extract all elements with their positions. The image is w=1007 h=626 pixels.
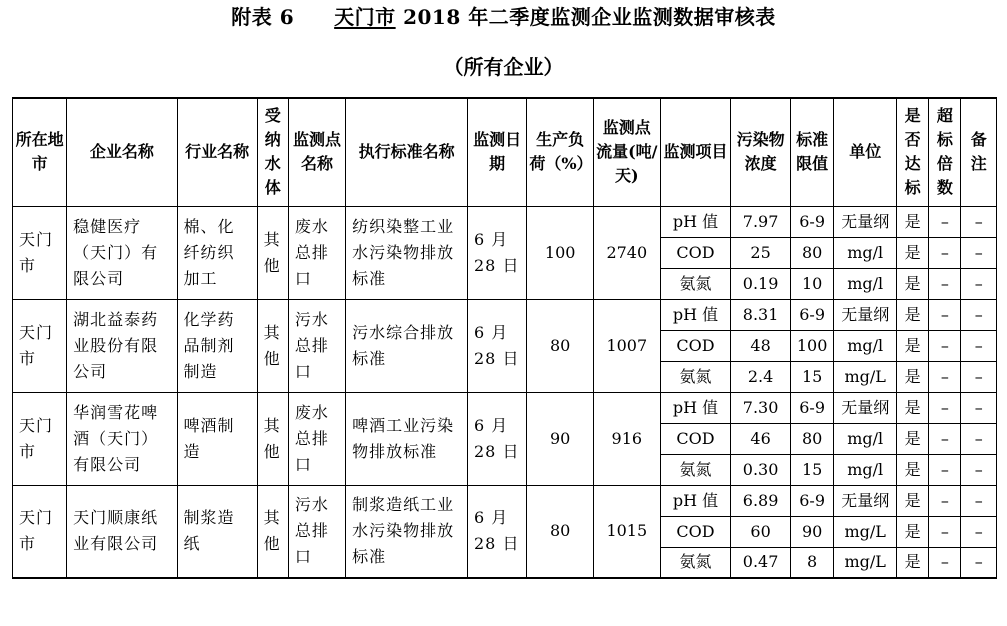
cell-company-name: 华润雪花啤酒（天门）有限公司 — [67, 392, 177, 485]
cell-limit: 6-9 — [790, 485, 834, 516]
cell-unit: mg/L — [834, 361, 896, 392]
cell-date: 6 月 28 日 — [468, 392, 527, 485]
cell-limit: 6-9 — [790, 206, 834, 237]
cell-standard: 啤酒工业污染物排放标准 — [346, 392, 468, 485]
cell-exceed: – — [929, 237, 961, 268]
table-header-row — [13, 98, 997, 206]
cell-value: 0.19 — [731, 268, 790, 299]
cell-remark: – — [961, 454, 997, 485]
cell-limit: 8 — [790, 547, 834, 578]
cell-unit: 无量纲 — [834, 206, 896, 237]
cell-exceed: – — [929, 423, 961, 454]
cell-flow: 1007 — [593, 299, 660, 392]
title-rest: 2018 年二季度监测企业监测数据审核表 — [395, 5, 776, 29]
cell-flow: 916 — [593, 392, 660, 485]
cell-unit: mg/L — [834, 547, 896, 578]
cell-item: 氨氮 — [660, 268, 731, 299]
header-compliant: 是否达标 — [896, 98, 928, 206]
cell-industry: 棉、化纤纺织加工 — [177, 206, 257, 299]
cell-unit: mg/l — [834, 237, 896, 268]
cell-item: COD — [660, 423, 731, 454]
cell-industry: 化学药品制剂制造 — [177, 299, 257, 392]
audit-table — [12, 97, 997, 579]
cell-compliant: 是 — [896, 206, 928, 237]
cell-water-body: 其他 — [257, 392, 288, 485]
cell-limit: 10 — [790, 268, 834, 299]
header-exceed-times: 超标倍数 — [929, 98, 961, 206]
header-monitoring-point: 监测点名称 — [288, 98, 345, 206]
cell-exceed: – — [929, 485, 961, 516]
cell-load: 100 — [527, 206, 594, 299]
cell-value: 25 — [731, 237, 790, 268]
header-standard: 执行标准名称 — [346, 98, 468, 206]
cell-region: 天门市 — [13, 485, 67, 578]
cell-compliant: 是 — [896, 423, 928, 454]
table-row — [13, 485, 997, 516]
cell-item: pH 值 — [660, 206, 731, 237]
cell-water-body: 其他 — [257, 206, 288, 299]
cell-limit: 15 — [790, 361, 834, 392]
cell-value: 8.31 — [731, 299, 790, 330]
cell-remark: – — [961, 392, 997, 423]
cell-compliant: 是 — [896, 268, 928, 299]
cell-remark: – — [961, 237, 997, 268]
cell-item: pH 值 — [660, 485, 731, 516]
header-date: 监测日期 — [468, 98, 527, 206]
cell-limit: 6-9 — [790, 299, 834, 330]
table-row — [13, 206, 997, 237]
cell-compliant: 是 — [896, 237, 928, 268]
cell-exceed: – — [929, 330, 961, 361]
cell-remark: – — [961, 423, 997, 454]
header-concentration: 污染物浓度 — [731, 98, 790, 206]
title-city: 天门市 — [334, 5, 396, 29]
cell-region: 天门市 — [13, 299, 67, 392]
cell-limit: 80 — [790, 237, 834, 268]
table-row — [13, 299, 997, 330]
header-region: 所在地市 — [13, 98, 67, 206]
cell-industry: 制浆造纸 — [177, 485, 257, 578]
cell-unit: 无量纲 — [834, 485, 896, 516]
cell-limit: 80 — [790, 423, 834, 454]
page-subtitle: （所有企业） — [443, 55, 564, 79]
cell-remark: – — [961, 206, 997, 237]
cell-remark: – — [961, 361, 997, 392]
cell-exceed: – — [929, 392, 961, 423]
cell-limit: 100 — [790, 330, 834, 361]
page-title — [0, 2, 1007, 32]
cell-water-body: 其他 — [257, 485, 288, 578]
table-row — [13, 392, 997, 423]
header-load: 生产负荷（%） — [527, 98, 594, 206]
cell-exceed: – — [929, 547, 961, 578]
cell-exceed: – — [929, 299, 961, 330]
cell-unit: 无量纲 — [834, 299, 896, 330]
cell-limit: 6-9 — [790, 392, 834, 423]
header-company: 企业名称 — [67, 98, 177, 206]
header-water-body: 受纳水体 — [257, 98, 288, 206]
cell-load: 80 — [527, 299, 594, 392]
cell-item: 氨氮 — [660, 547, 731, 578]
cell-remark: – — [961, 330, 997, 361]
cell-value: 7.97 — [731, 206, 790, 237]
cell-flow: 1015 — [593, 485, 660, 578]
cell-remark: – — [961, 485, 997, 516]
cell-company-name: 湖北益泰药业股份有限公司 — [67, 299, 177, 392]
cell-exceed: – — [929, 206, 961, 237]
cell-unit: mg/l — [834, 330, 896, 361]
cell-item: COD — [660, 330, 731, 361]
cell-unit: mg/l — [834, 268, 896, 299]
cell-value: 48 — [731, 330, 790, 361]
cell-item: COD — [660, 237, 731, 268]
cell-compliant: 是 — [896, 485, 928, 516]
cell-value: 60 — [731, 516, 790, 547]
header-industry: 行业名称 — [177, 98, 257, 206]
cell-value: 0.47 — [731, 547, 790, 578]
cell-unit: mg/l — [834, 454, 896, 485]
cell-standard: 污水综合排放标准 — [346, 299, 468, 392]
cell-company-name: 稳健医疗（天门）有限公司 — [67, 206, 177, 299]
cell-item: pH 值 — [660, 299, 731, 330]
header-remark: 备注 — [961, 98, 997, 206]
cell-load: 80 — [527, 485, 594, 578]
cell-company-name: 天门顺康纸业有限公司 — [67, 485, 177, 578]
cell-remark: – — [961, 299, 997, 330]
cell-monitoring-point: 污水总排口 — [288, 299, 345, 392]
cell-value: 6.89 — [731, 485, 790, 516]
cell-load: 90 — [527, 392, 594, 485]
cell-limit: 90 — [790, 516, 834, 547]
cell-exceed: – — [929, 268, 961, 299]
cell-monitoring-point: 废水总排口 — [288, 206, 345, 299]
cell-item: 氨氮 — [660, 361, 731, 392]
header-flow: 监测点流量(吨/天) — [593, 98, 660, 206]
header-unit: 单位 — [834, 98, 896, 206]
header-item: 监测项目 — [660, 98, 731, 206]
cell-date: 6 月 28 日 — [468, 206, 527, 299]
cell-compliant: 是 — [896, 299, 928, 330]
cell-value: 2.4 — [731, 361, 790, 392]
cell-monitoring-point: 废水总排口 — [288, 392, 345, 485]
cell-exceed: – — [929, 361, 961, 392]
cell-exceed: – — [929, 516, 961, 547]
cell-flow: 2740 — [593, 206, 660, 299]
cell-water-body: 其他 — [257, 299, 288, 392]
cell-standard: 纺织染整工业水污染物排放标准 — [346, 206, 468, 299]
cell-industry: 啤酒制造 — [177, 392, 257, 485]
cell-unit: mg/l — [834, 423, 896, 454]
cell-remark: – — [961, 547, 997, 578]
cell-compliant: 是 — [896, 361, 928, 392]
appendix-number: 附表 6 — [231, 5, 295, 29]
cell-item: COD — [660, 516, 731, 547]
cell-region: 天门市 — [13, 392, 67, 485]
cell-compliant: 是 — [896, 516, 928, 547]
cell-remark: – — [961, 268, 997, 299]
cell-remark: – — [961, 516, 997, 547]
header-limit: 标准限值 — [790, 98, 834, 206]
cell-exceed: – — [929, 454, 961, 485]
cell-compliant: 是 — [896, 392, 928, 423]
cell-region: 天门市 — [13, 206, 67, 299]
cell-date: 6 月 28 日 — [468, 299, 527, 392]
cell-unit: 无量纲 — [834, 392, 896, 423]
cell-standard: 制浆造纸工业水污染物排放标准 — [346, 485, 468, 578]
cell-compliant: 是 — [896, 454, 928, 485]
cell-limit: 15 — [790, 454, 834, 485]
cell-value: 0.30 — [731, 454, 790, 485]
cell-item: pH 值 — [660, 392, 731, 423]
cell-monitoring-point: 污水总排口 — [288, 485, 345, 578]
cell-compliant: 是 — [896, 330, 928, 361]
cell-value: 7.30 — [731, 392, 790, 423]
cell-compliant: 是 — [896, 547, 928, 578]
cell-date: 6 月 28 日 — [468, 485, 527, 578]
cell-unit: mg/L — [834, 516, 896, 547]
cell-item: 氨氮 — [660, 454, 731, 485]
cell-value: 46 — [731, 423, 790, 454]
